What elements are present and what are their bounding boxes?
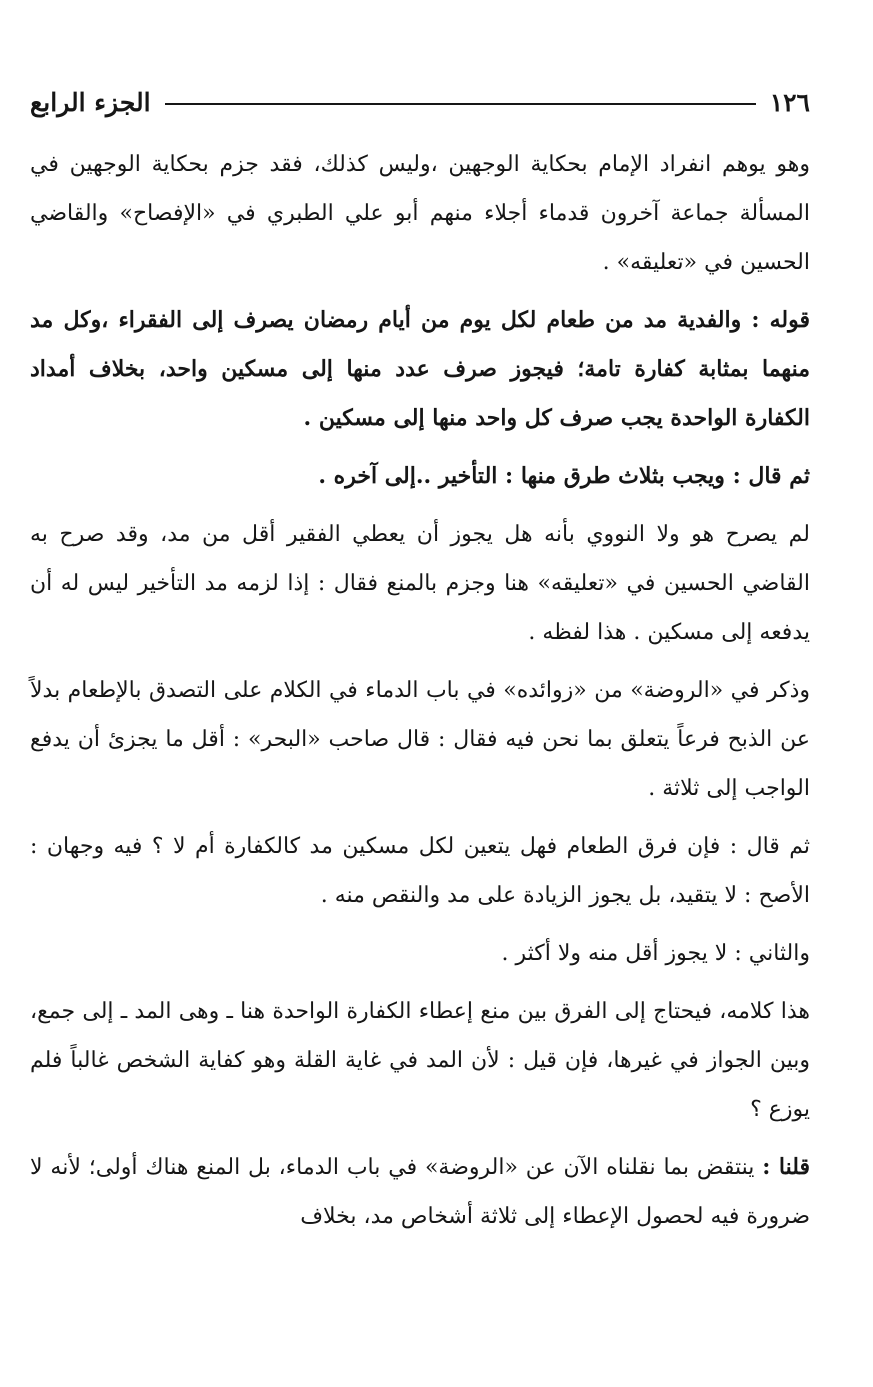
page-body (30, 140, 810, 1241)
paragraph: ثم قال : فإن فرق الطعام فهل يتعين لكل مسكين مد كالكفارة أم لا ؟ فيه وجهان : الأصح : لا يتقيد، بل يجوز الزيادة على مد والنقص منه . (30, 834, 810, 908)
book-page (30, 78, 810, 1250)
paragraph-quote: ثم قال : ويجب بثلاث طرق منها : التأخير ..إلى آخره . (318, 463, 810, 489)
header-rule (165, 103, 756, 105)
paragraph-text: ينتقض بما نقلناه الآن عن «الروضة» في باب الدماء، بل المنع هناك أولى؛ لأنه لا ضرورة فيه لحصول الإعطاء إلى ثلاثة أشخاص مد، بخلاف (30, 1155, 810, 1229)
paragraph-quote: قوله : والفدية مد من طعام لكل يوم من أيام رمضان يصرف إلى الفقراء ،وكل مد منهما بمثابة كفارة تامة؛ فيجوز صرف عدد منها إلى مسكين واحد، بخلاف أمداد الكفارة الواحدة يجب صرف كل واحد منها إلى مسكين . (30, 307, 810, 431)
paragraph: هذا كلامه، فيحتاج إلى الفرق بين منع إعطاء الكفارة الواحدة هنا ـ وهى المد ـ إلى جمع، وبين الجواز في غيرها، فإن قيل : لأن المد في غاية القلة وهو كفاية الشخص غالباً فلم يوزع ؟ (30, 999, 810, 1122)
paragraph-lead: قلنا : (762, 1154, 811, 1180)
paragraph: وذكر في «الروضة» من «زوائده» في باب الدماء في الكلام على التصدق بالإطعام بدلاً عن الذبح فرعاً يتعلق بما نحن فيه فقال : قال صاحب «البحر» : أقل ما يجزئ أن يدفع الواجب إلى ثلاثة . (30, 678, 810, 801)
paragraph: لم يصرح هو ولا النووي بأنه هل يجوز أن يعطي الفقير أقل من مد، وقد صرح به القاضي الحسين في «تعليقه» هنا وجزم بالمنع فقال : إذا لزمه مد التأخير ليس له أن يدفعه إلى مسكين . هذا لفظه . (30, 522, 810, 645)
paragraph: والثاني : لا يجوز أقل منه ولا أكثر . (501, 941, 810, 966)
page-number: ١٢٦ (769, 87, 810, 117)
paragraph: وهو يوهم انفراد الإمام بحكاية الوجهين ،وليس كذلك، فقد جزم بحكاية الوجهين في المسألة جماعة آخرون قدماء أجلاء منهم أبو علي الطبري في «الإفصاح» والقاضي الحسين في «تعليقه» . (30, 152, 810, 275)
paragraph (30, 1143, 810, 1241)
page-header (30, 78, 810, 126)
running-title: الجزء الرابع (30, 87, 151, 117)
